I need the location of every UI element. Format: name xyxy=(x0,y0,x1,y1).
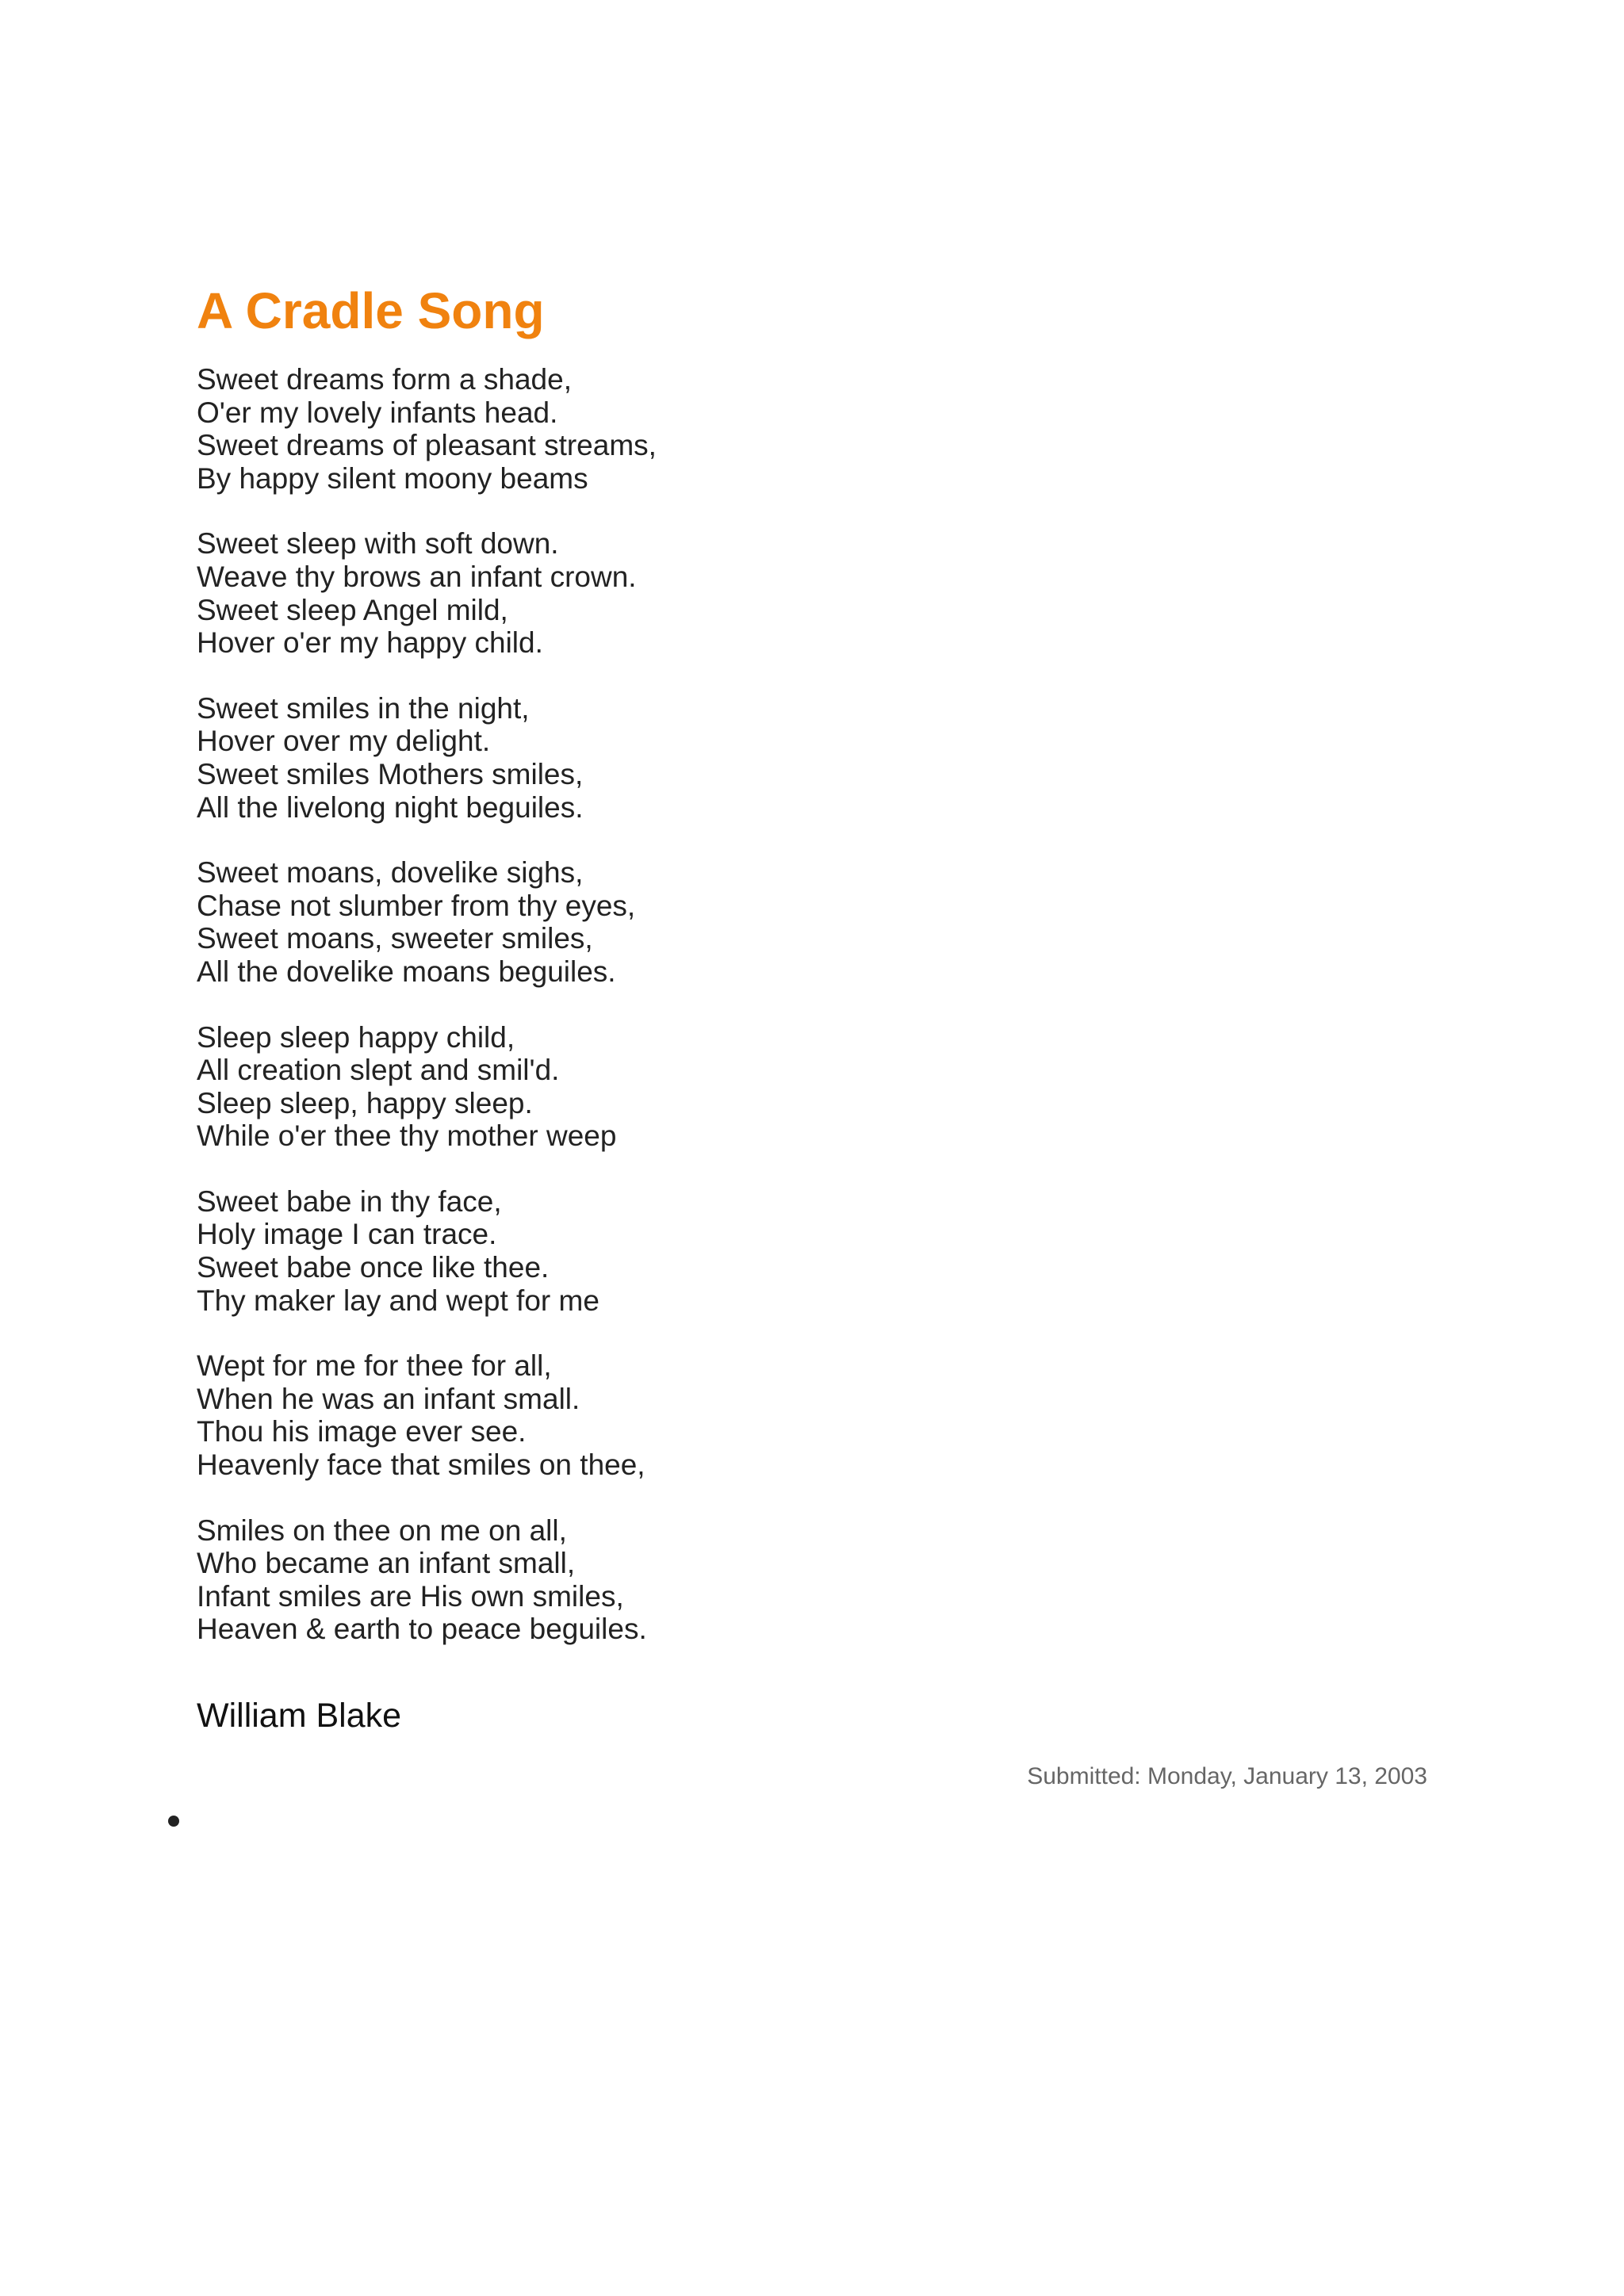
stanza-4 xyxy=(197,856,1148,988)
poem-title: A Cradle Song xyxy=(197,282,545,339)
poem-line: Smiles on thee on me on all, xyxy=(197,1513,567,1547)
poem-line: While o'er thee thy mother weep xyxy=(197,1119,617,1153)
list-bullet xyxy=(168,1816,179,1827)
poem-author: William Blake xyxy=(197,1697,402,1735)
poem-line: All the livelong night beguiles. xyxy=(197,790,584,824)
poem-line: Sleep sleep, happy sleep. xyxy=(197,1086,533,1119)
poem-line: Hover over my delight. xyxy=(197,725,491,758)
poem-line: All the dovelike moans beguiles. xyxy=(197,955,616,988)
stanza-8 xyxy=(197,1514,1148,1646)
poem-line: By happy silent moony beams xyxy=(197,461,588,495)
poem-line: Sweet moans, sweeter smiles, xyxy=(197,922,593,955)
poem-body xyxy=(197,363,1148,1678)
poem-line: Chase not slumber from thy eyes, xyxy=(197,889,636,922)
poem-line: Sweet sleep Angel mild, xyxy=(197,593,508,626)
poem-line: When he was an infant small. xyxy=(197,1382,580,1415)
poem-line: Wept for me for thee for all, xyxy=(197,1349,552,1383)
poem-line: Sweet moans, dovelike sighs, xyxy=(197,856,584,890)
poem-line: Sleep sleep happy child, xyxy=(197,1020,515,1054)
submitted-date: Submitted: Monday, January 13, 2003 xyxy=(1027,1763,1427,1789)
poem-line: Infant smiles are His own smiles, xyxy=(197,1579,624,1613)
poem-line: Weave thy brows an infant crown. xyxy=(197,560,637,593)
poem-line: Sweet dreams of pleasant streams, xyxy=(197,429,657,462)
poem-line: Sweet smiles Mothers smiles, xyxy=(197,757,584,790)
poem-line: O'er my lovely infants head. xyxy=(197,396,558,429)
poem-line: Hover o'er my happy child. xyxy=(197,626,543,660)
stanza-2 xyxy=(197,527,1148,659)
poem-line: Sweet babe in thy face, xyxy=(197,1184,502,1218)
poem-line: Sweet smiles in the night, xyxy=(197,691,530,725)
stanza-5 xyxy=(197,1021,1148,1153)
stanza-3 xyxy=(197,692,1148,824)
poem-line: Who became an infant small, xyxy=(197,1547,576,1580)
stanza-7 xyxy=(197,1349,1148,1481)
poem-line: Sweet dreams form a shade, xyxy=(197,363,572,396)
poem-line: Sweet babe once like thee. xyxy=(197,1251,550,1284)
poem-line: Heavenly face that smiles on thee, xyxy=(197,1448,645,1482)
poem-line: Heaven & earth to peace beguiles. xyxy=(197,1613,647,1646)
poem-line: Thy maker lay and wept for me xyxy=(197,1284,599,1317)
poem-line: Sweet sleep with soft down. xyxy=(197,527,559,561)
stanza-6 xyxy=(197,1185,1148,1317)
poem-line: Holy image I can trace. xyxy=(197,1218,497,1251)
poem-line: All creation slept and smil'd. xyxy=(197,1054,560,1087)
stanza-1 xyxy=(197,363,1148,495)
poem-line: Thou his image ever see. xyxy=(197,1415,527,1448)
